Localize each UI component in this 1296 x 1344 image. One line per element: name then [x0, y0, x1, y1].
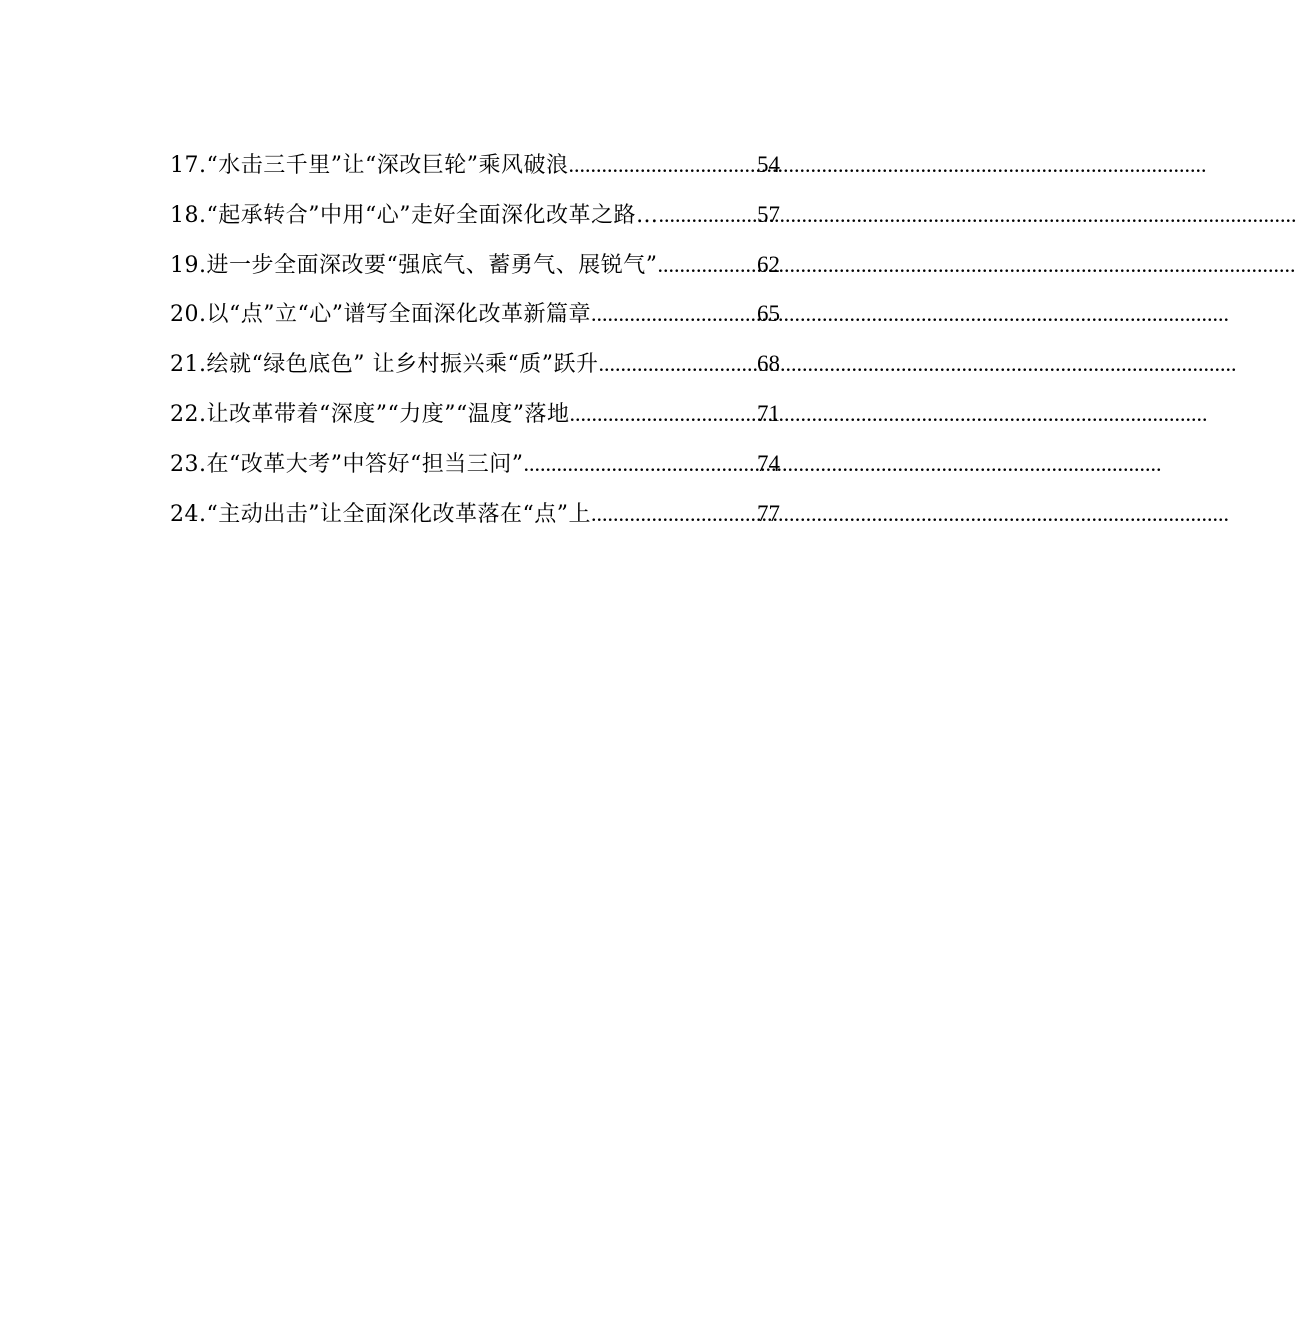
toc-entry-title: 20.以“点”立“心”谱写全面深化改革新篇章: [170, 302, 591, 328]
toc-leader-dots: [591, 489, 757, 539]
toc-entry-19: [170, 240, 780, 290]
toc-entry-title: 17.“水击三千里”让“深改巨轮”乘风破浪: [170, 153, 569, 178]
toc-entry-title: 19.进一步全面深改要“强底气、蓄勇气、展锐气”: [170, 252, 658, 278]
toc-page-number: 65: [757, 301, 780, 327]
toc-entry-title: 24.“主动出击”让全面深化改革落在“点”上: [170, 501, 591, 527]
toc-entry-title: 21.绘就“绿色底色” 让乡村振兴乘“质”跃升: [170, 352, 599, 378]
toc-page-number: 57: [757, 201, 780, 227]
toc-leader-dots: [598, 339, 757, 389]
toc-entry-22: [170, 389, 780, 439]
toc-page-number: 54: [757, 152, 780, 177]
toc-entry-18: [170, 190, 780, 240]
toc-entry-21: [170, 339, 780, 389]
toc-page-number: 62: [757, 251, 780, 277]
toc-leader-dots: [658, 190, 757, 240]
table-of-contents: [170, 140, 780, 538]
toc-entry-24: [170, 489, 780, 539]
toc-page-number: 71: [757, 400, 780, 426]
toc-leader-dots: [657, 240, 757, 290]
toc-leader-dots: [569, 389, 757, 439]
toc-entry-title: 23.在“改革大考”中答好“担当三问”: [170, 451, 524, 477]
toc-entry-23: [170, 439, 780, 489]
toc-entry-17: [170, 140, 780, 190]
toc-leader-dots: [568, 140, 757, 190]
toc-page-number: 68: [757, 351, 780, 377]
toc-page-number: 74: [757, 450, 780, 476]
toc-entry-20: [170, 289, 780, 339]
toc-leader-dots: [523, 439, 757, 489]
toc-leader-dots: [591, 289, 757, 339]
toc-entry-title: 22.让改革带着“深度”“力度”“温度”落地: [170, 401, 570, 427]
toc-entry-title: 18.“起承转合”中用“心”走好全面深化改革之路…: [170, 202, 659, 228]
toc-page-number: 77: [757, 500, 780, 526]
